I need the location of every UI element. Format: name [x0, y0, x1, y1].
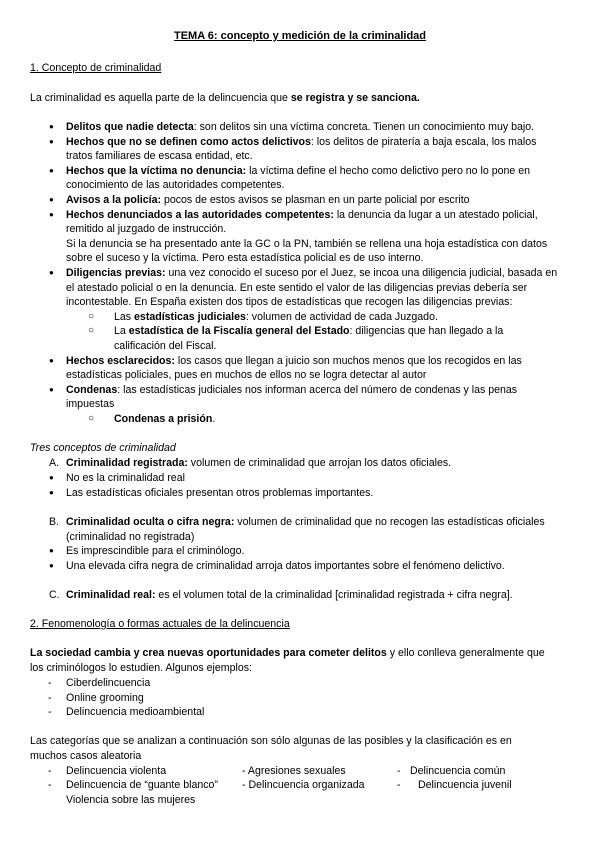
concept-item [30, 515, 570, 544]
list-item [30, 354, 558, 383]
three-concepts-heading: Tres conceptos de criminalidad [30, 442, 176, 454]
item-bold: Diligencias previas: [66, 266, 166, 279]
intro-bold: se registra y se sanciona. [290, 92, 420, 104]
concept-text: volumen de criminalidad que arrojan los datos oficiales. [187, 457, 452, 469]
category-item: Delincuencia de “guante blanco” [66, 779, 218, 791]
concept-text: volumen de criminalidad que no recogen las estadísticas oficiales (criminalidad no registrada) [66, 516, 545, 543]
page-title: TEMA 6: concepto y medición de la criminalidad [173, 30, 427, 42]
intro-bold: La sociedad cambia y crea nuevas oportunidades para cometer delitos [30, 647, 387, 659]
sub-item-text: : diligencias que han llegado a la calificación del Fiscal. [114, 325, 504, 352]
list-item [30, 193, 558, 208]
concept-a [30, 456, 570, 471]
list-item [30, 266, 558, 354]
intro-text: La criminalidad es aquella parte de la delincuencia que [30, 92, 291, 104]
item-bold: Hechos denunciados a las autoridades competentes: [66, 208, 334, 221]
section-heading-fenomenologia: 2. Fenomenología o formas actuales de la delincuencia [30, 618, 290, 630]
categories-row-2 [30, 778, 570, 793]
concept-b-bullets [30, 544, 558, 573]
list-item [30, 164, 558, 193]
concept-bold: Criminalidad real: [66, 589, 156, 601]
sub-item-pre: Las [114, 310, 135, 323]
sub-item-pre: La [114, 325, 129, 338]
list-item: ● No es la criminalidad real [30, 471, 558, 486]
letter-marker: B. [49, 516, 60, 528]
list-item: - Delincuencia medioambiental [30, 705, 550, 720]
sub-list-item [88, 412, 558, 427]
item-text: la víctima define el hecho como delictivo pero no lo pone en conocimiento de las autoridades competentes. [66, 164, 530, 192]
section-heading-concepto: 1. Concepto de criminalidad [30, 62, 162, 74]
sub-item-bold: Condenas a prisión [114, 412, 213, 425]
sub-list [66, 310, 558, 354]
category-item: Delincuencia común [410, 765, 506, 777]
sub-list-item [88, 310, 558, 325]
concept-item [30, 456, 570, 471]
item-text: la denuncia da lugar a un atestado policial, remitido al juzgado de instrucción. [66, 208, 538, 236]
concept-list [30, 120, 558, 426]
dash-marker: - [397, 779, 401, 791]
item-text: : son delitos sin una víctima concreta. Tienen un conocimiento muy bajo. [193, 121, 535, 133]
list-item: ● Una elevada cifra negra de criminalidad arroja datos importantes sobre el fenómeno delictivo. [30, 559, 558, 574]
item-bold: Hechos que no se definen como actos delictivos [66, 135, 311, 148]
categories-intro: Las categorías que se analizan a continuación son sólo algunas de las posibles y la clasificación es en muchos casos aleatoria [30, 735, 512, 762]
sub-item-text: : volumen de actividad de cada Juzgado. [245, 310, 438, 323]
item-bold: Delitos que nadie detecta [66, 121, 194, 133]
list-item: - Ciberdelincuencia [30, 676, 550, 691]
categories-row-1 [30, 764, 570, 779]
item-bold: Avisos a la policía: [66, 193, 161, 206]
item-extra-text: Si la denuncia se ha presentado ante la GC o la PN, también se rellena una hoja estadística con datos sobre el suceso y la víctima. Pero esta estadística policial es de uso interno. [66, 237, 548, 265]
list-item: ● Las estadísticas oficiales presentan otros problemas importantes. [30, 486, 558, 501]
concept-item [30, 588, 570, 603]
concept-b [30, 515, 570, 544]
item-bold: Hechos que la víctima no denuncia: [66, 164, 247, 177]
sub-list-item [88, 324, 558, 353]
intro-text: y ello conlleva generalmente que los criminólogos lo estudien. Algunos ejemplos: [30, 647, 545, 674]
section2-intro [30, 646, 558, 675]
category-item: Delincuencia violenta [66, 765, 167, 777]
list-item: ● Es imprescindible para el criminólogo. [30, 544, 558, 559]
item-text: : las estadísticas judiciales nos informan acerca del número de condenas y las penas impuestas [66, 383, 518, 411]
category-item: - Delincuencia organizada [242, 779, 365, 791]
dash-marker: - [397, 765, 401, 777]
sub-item-bold: estadísticas judiciales [134, 310, 246, 323]
dash-marker: - [48, 779, 52, 791]
category-item: - Agresiones sexuales [242, 765, 346, 777]
sub-item-bold: estadística de la Fiscalía general del Estado [128, 325, 350, 338]
concept-text: es el volumen total de la criminalidad [criminalidad registrada + cifra negra]. [155, 589, 513, 601]
list-item [30, 120, 558, 135]
category-item: Delincuencia juvenil [418, 779, 512, 791]
list-item [30, 135, 558, 164]
dash-marker: - [48, 765, 52, 777]
sub-item-text: . [212, 412, 216, 425]
sub-list [66, 412, 558, 427]
intro-paragraph [30, 91, 550, 106]
item-bold: Condenas [66, 383, 118, 396]
letter-marker: C. [49, 589, 60, 601]
concept-c [30, 588, 570, 603]
examples-list [30, 676, 550, 720]
categories-row-3 [30, 793, 570, 808]
list-item [30, 208, 558, 266]
category-item: Violencia sobre las mujeres [66, 794, 196, 806]
concept-bold: Criminalidad registrada: [66, 457, 188, 469]
item-text: una vez conocido el suceso por el Juez, se incoa una diligencia judicial, basada en el atestado policial o en la denuncia. En este sentido el valor de las diligencias previas debería ser incontestable. En España existen dos tipos de estadísticas que recogen las diligencias previas: [66, 266, 558, 309]
concept-bold: Criminalidad oculta o cifra negra: [66, 516, 235, 528]
item-text: pocos de estos avisos se plasman en un parte policial por escrito [161, 193, 470, 206]
list-item: - Online grooming [30, 691, 550, 706]
item-text: los casos que llegan a juicio son muchos menos que los recogidos en las estadísticas policiales, pues en muchos de ellos no se logra detectar al autor [66, 354, 522, 382]
concept-a-bullets [30, 471, 558, 500]
list-item [30, 383, 558, 427]
letter-marker: A. [49, 457, 60, 469]
item-bold: Hechos esclarecidos: [66, 354, 175, 367]
item-text: : los delitos de piratería a baja escala, los malos tratos familiares de escasa entidad, etc. [66, 135, 537, 163]
